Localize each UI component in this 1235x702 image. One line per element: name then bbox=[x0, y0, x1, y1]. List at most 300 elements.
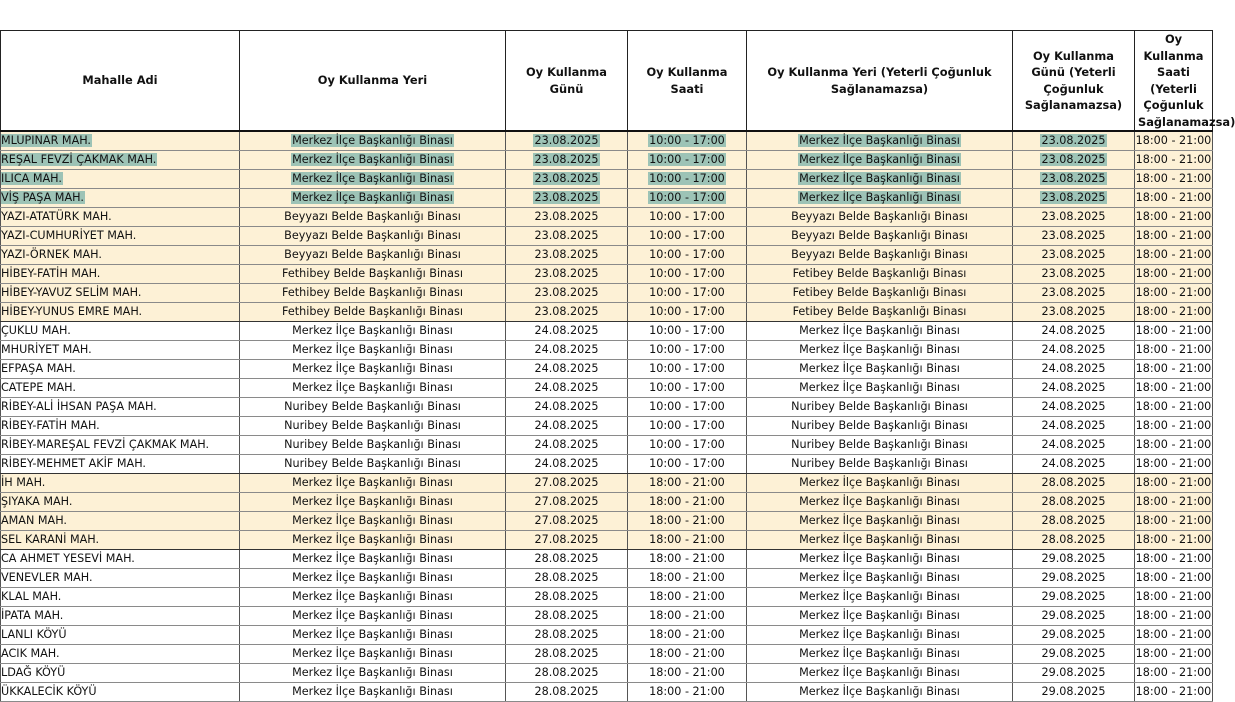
cell-voting-day-text: 23.08.2025 bbox=[534, 286, 599, 300]
cell-alt-voting-day[interactable] bbox=[1013, 417, 1135, 436]
cell-voting-day[interactable] bbox=[506, 455, 628, 474]
cell-voting-day[interactable] bbox=[506, 645, 628, 664]
cell-voting-place[interactable] bbox=[240, 531, 506, 550]
cell-voting-day[interactable] bbox=[506, 664, 628, 683]
cell-alt-voting-place[interactable] bbox=[747, 664, 1013, 683]
cell-voting-day[interactable] bbox=[506, 398, 628, 417]
cell-alt-voting-place[interactable] bbox=[747, 341, 1013, 360]
cell-alt-voting-day-text: 24.08.2025 bbox=[1041, 400, 1106, 414]
cell-alt-voting-time[interactable] bbox=[1135, 131, 1213, 151]
cell-alt-voting-time[interactable] bbox=[1135, 360, 1213, 379]
table-row bbox=[1, 131, 1213, 151]
cell-alt-voting-place-text: Merkez İlçe Başkanlığı Binası bbox=[799, 533, 960, 547]
cell-voting-day[interactable] bbox=[506, 436, 628, 455]
cell-alt-voting-time[interactable] bbox=[1135, 531, 1213, 550]
cell-alt-voting-time[interactable] bbox=[1135, 189, 1213, 208]
cell-alt-voting-time[interactable] bbox=[1135, 493, 1213, 512]
cell-neighborhood-name[interactable] bbox=[1, 208, 240, 227]
cell-voting-time[interactable] bbox=[628, 360, 747, 379]
cell-alt-voting-day[interactable] bbox=[1013, 379, 1135, 398]
cell-alt-voting-time[interactable] bbox=[1135, 436, 1213, 455]
table-row bbox=[1, 379, 1213, 398]
table-row bbox=[1, 151, 1213, 170]
cell-neighborhood-name-text: YAZI-ÖRNEK MAH. bbox=[1, 248, 102, 262]
cell-alt-voting-time-text: 18:00 - 21:00 bbox=[1135, 533, 1212, 547]
cell-voting-place[interactable] bbox=[240, 322, 506, 341]
cell-alt-voting-day[interactable] bbox=[1013, 303, 1135, 322]
table-row bbox=[1, 189, 1213, 208]
cell-voting-time-text: 18:00 - 21:00 bbox=[649, 609, 725, 623]
cell-voting-time-text: 18:00 - 21:00 bbox=[649, 552, 725, 566]
cell-alt-voting-time-text: 18:00 - 21:00 bbox=[1135, 191, 1212, 205]
cell-voting-day[interactable] bbox=[506, 683, 628, 702]
cell-voting-time[interactable] bbox=[628, 512, 747, 531]
cell-neighborhood-name[interactable] bbox=[1, 512, 240, 531]
cell-voting-day-text: 28.08.2025 bbox=[534, 552, 599, 566]
cell-voting-day[interactable] bbox=[506, 474, 628, 493]
cell-alt-voting-place[interactable] bbox=[747, 303, 1013, 322]
cell-neighborhood-name[interactable] bbox=[1, 246, 240, 265]
cell-voting-place-text: Merkez İlçe Başkanlığı Binası bbox=[292, 381, 453, 395]
header-neighborhood-name[interactable]: Mahalle Adi bbox=[1, 31, 240, 132]
cell-neighborhood-name[interactable] bbox=[1, 436, 240, 455]
cell-neighborhood-name-text: KLAL MAH. bbox=[1, 590, 62, 604]
cell-voting-place[interactable] bbox=[240, 398, 506, 417]
cell-alt-voting-place-text: Merkez İlçe Başkanlığı Binası bbox=[799, 552, 960, 566]
cell-voting-place[interactable] bbox=[240, 208, 506, 227]
cell-voting-day-text: 24.08.2025 bbox=[534, 324, 599, 338]
cell-voting-time-text: 18:00 - 21:00 bbox=[649, 666, 725, 680]
cell-alt-voting-day-text: 23.08.2025 bbox=[1041, 134, 1106, 148]
cell-alt-voting-time[interactable] bbox=[1135, 455, 1213, 474]
cell-alt-voting-place[interactable] bbox=[747, 379, 1013, 398]
cell-voting-time[interactable] bbox=[628, 531, 747, 550]
cell-neighborhood-name-text: MHURİYET MAH. bbox=[1, 343, 92, 357]
cell-alt-voting-place[interactable] bbox=[747, 322, 1013, 341]
cell-neighborhood-name[interactable] bbox=[1, 531, 240, 550]
cell-alt-voting-place[interactable] bbox=[747, 474, 1013, 493]
table-body bbox=[1, 131, 1213, 702]
cell-voting-time[interactable] bbox=[628, 170, 747, 189]
cell-voting-day[interactable] bbox=[506, 512, 628, 531]
cell-alt-voting-time[interactable] bbox=[1135, 626, 1213, 645]
cell-voting-day[interactable] bbox=[506, 493, 628, 512]
cell-alt-voting-time[interactable] bbox=[1135, 550, 1213, 569]
cell-alt-voting-time[interactable] bbox=[1135, 170, 1213, 189]
cell-voting-day[interactable] bbox=[506, 360, 628, 379]
cell-alt-voting-time[interactable] bbox=[1135, 227, 1213, 246]
cell-alt-voting-place[interactable] bbox=[747, 683, 1013, 702]
cell-voting-time[interactable] bbox=[628, 151, 747, 170]
cell-voting-time-text: 18:00 - 21:00 bbox=[649, 495, 725, 509]
cell-alt-voting-time[interactable] bbox=[1135, 607, 1213, 626]
cell-voting-time-text: 18:00 - 21:00 bbox=[649, 647, 725, 661]
cell-voting-place-text: Merkez İlçe Başkanlığı Binası bbox=[292, 495, 453, 509]
cell-alt-voting-day[interactable] bbox=[1013, 227, 1135, 246]
cell-neighborhood-name[interactable] bbox=[1, 398, 240, 417]
cell-alt-voting-day[interactable] bbox=[1013, 151, 1135, 170]
cell-neighborhood-name[interactable] bbox=[1, 569, 240, 588]
header-voting-time[interactable]: Oy Kullanma Saati bbox=[628, 31, 747, 132]
cell-alt-voting-day[interactable] bbox=[1013, 607, 1135, 626]
cell-alt-voting-time[interactable] bbox=[1135, 683, 1213, 702]
cell-voting-day[interactable] bbox=[506, 550, 628, 569]
cell-alt-voting-place[interactable] bbox=[747, 265, 1013, 284]
cell-voting-place-text: Merkez İlçe Başkanlığı Binası bbox=[292, 476, 453, 490]
cell-voting-time[interactable] bbox=[628, 683, 747, 702]
cell-voting-time-text: 10:00 - 17:00 bbox=[649, 457, 725, 471]
cell-neighborhood-name[interactable] bbox=[1, 189, 240, 208]
header-voting-day[interactable]: Oy Kullanma Günü bbox=[506, 31, 628, 132]
cell-alt-voting-time-text: 18:00 - 21:00 bbox=[1135, 229, 1212, 243]
cell-neighborhood-name[interactable] bbox=[1, 284, 240, 303]
cell-voting-place[interactable] bbox=[240, 246, 506, 265]
cell-voting-place[interactable] bbox=[240, 512, 506, 531]
cell-alt-voting-day-text: 23.08.2025 bbox=[1041, 191, 1106, 205]
cell-alt-voting-place[interactable] bbox=[747, 569, 1013, 588]
cell-alt-voting-day-text: 23.08.2025 bbox=[1041, 210, 1106, 224]
cell-alt-voting-day[interactable] bbox=[1013, 208, 1135, 227]
cell-voting-time[interactable] bbox=[628, 131, 747, 151]
cell-alt-voting-place[interactable] bbox=[747, 455, 1013, 474]
cell-voting-place[interactable] bbox=[240, 360, 506, 379]
cell-alt-voting-day[interactable] bbox=[1013, 265, 1135, 284]
cell-voting-time[interactable] bbox=[628, 303, 747, 322]
cell-alt-voting-time[interactable] bbox=[1135, 208, 1213, 227]
cell-voting-place[interactable] bbox=[240, 683, 506, 702]
cell-voting-place-text: Nuribey Belde Başkanlığı Binası bbox=[284, 438, 461, 452]
cell-voting-day-text: 23.08.2025 bbox=[534, 191, 599, 205]
voting-schedule-table bbox=[0, 30, 1235, 702]
cell-neighborhood-name-text: VİŞ PAŞA MAH. bbox=[1, 191, 84, 205]
cell-voting-time[interactable] bbox=[628, 265, 747, 284]
cell-neighborhood-name-text: CATEPE MAH. bbox=[1, 381, 76, 395]
cell-voting-day-text: 24.08.2025 bbox=[534, 343, 599, 357]
cell-alt-voting-place[interactable] bbox=[747, 531, 1013, 550]
table-row bbox=[1, 569, 1213, 588]
cell-voting-place-text: Merkez İlçe Başkanlığı Binası bbox=[292, 628, 453, 642]
cell-alt-voting-day-text: 29.08.2025 bbox=[1041, 590, 1106, 604]
cell-voting-place[interactable] bbox=[240, 436, 506, 455]
cell-voting-time[interactable] bbox=[628, 550, 747, 569]
table-row bbox=[1, 645, 1213, 664]
cell-alt-voting-place[interactable] bbox=[747, 208, 1013, 227]
cell-alt-voting-time-text: 18:00 - 21:00 bbox=[1135, 514, 1212, 528]
cell-alt-voting-place[interactable] bbox=[747, 398, 1013, 417]
cell-voting-day[interactable] bbox=[506, 265, 628, 284]
cell-voting-day[interactable] bbox=[506, 379, 628, 398]
cell-alt-voting-time[interactable] bbox=[1135, 303, 1213, 322]
cell-voting-place[interactable] bbox=[240, 284, 506, 303]
cell-alt-voting-place[interactable] bbox=[747, 512, 1013, 531]
cell-alt-voting-day-text: 29.08.2025 bbox=[1041, 685, 1106, 699]
cell-alt-voting-day[interactable] bbox=[1013, 284, 1135, 303]
cell-voting-time[interactable] bbox=[628, 645, 747, 664]
cell-alt-voting-time[interactable] bbox=[1135, 569, 1213, 588]
cell-alt-voting-place-text: Merkez İlçe Başkanlığı Binası bbox=[799, 628, 960, 642]
cell-alt-voting-time[interactable] bbox=[1135, 265, 1213, 284]
cell-alt-voting-day-text: 23.08.2025 bbox=[1041, 248, 1106, 262]
cell-voting-time[interactable] bbox=[628, 398, 747, 417]
cell-alt-voting-day[interactable] bbox=[1013, 474, 1135, 493]
cell-alt-voting-time-text: 18:00 - 21:00 bbox=[1135, 324, 1212, 338]
cell-alt-voting-day[interactable] bbox=[1013, 588, 1135, 607]
cell-voting-place[interactable] bbox=[240, 341, 506, 360]
cell-neighborhood-name[interactable] bbox=[1, 493, 240, 512]
cell-neighborhood-name-text: HİBEY-YAVUZ SELİM MAH. bbox=[1, 286, 142, 300]
cell-voting-place[interactable] bbox=[240, 265, 506, 284]
cell-voting-time[interactable] bbox=[628, 189, 747, 208]
cell-alt-voting-place[interactable] bbox=[747, 645, 1013, 664]
table-row bbox=[1, 588, 1213, 607]
cell-voting-day[interactable] bbox=[506, 417, 628, 436]
cell-alt-voting-place[interactable] bbox=[747, 246, 1013, 265]
cell-neighborhood-name[interactable] bbox=[1, 322, 240, 341]
cell-alt-voting-place[interactable] bbox=[747, 607, 1013, 626]
cell-alt-voting-place[interactable] bbox=[747, 151, 1013, 170]
table-row bbox=[1, 474, 1213, 493]
cell-alt-voting-place[interactable] bbox=[747, 436, 1013, 455]
cell-neighborhood-name[interactable] bbox=[1, 550, 240, 569]
cell-voting-time[interactable] bbox=[628, 626, 747, 645]
cell-voting-time[interactable] bbox=[628, 379, 747, 398]
cell-voting-place[interactable] bbox=[240, 664, 506, 683]
cell-voting-place[interactable] bbox=[240, 626, 506, 645]
cell-voting-day[interactable] bbox=[506, 170, 628, 189]
cell-alt-voting-place[interactable] bbox=[747, 417, 1013, 436]
cell-alt-voting-day[interactable] bbox=[1013, 322, 1135, 341]
cell-voting-time[interactable] bbox=[628, 208, 747, 227]
cell-alt-voting-day[interactable] bbox=[1013, 626, 1135, 645]
cell-voting-place[interactable] bbox=[240, 569, 506, 588]
cell-voting-place[interactable] bbox=[240, 474, 506, 493]
cell-alt-voting-day[interactable] bbox=[1013, 246, 1135, 265]
cell-alt-voting-day[interactable] bbox=[1013, 645, 1135, 664]
header-alt-voting-time[interactable]: Oy Kullanma Saati (Yeterli Çoğunluk Sağlanamazsa) bbox=[1135, 31, 1213, 132]
cell-neighborhood-name[interactable] bbox=[1, 455, 240, 474]
cell-voting-time[interactable] bbox=[628, 246, 747, 265]
cell-alt-voting-day[interactable] bbox=[1013, 131, 1135, 151]
cell-alt-voting-place-text: Merkez İlçe Başkanlığı Binası bbox=[799, 666, 960, 680]
cell-alt-voting-time[interactable] bbox=[1135, 645, 1213, 664]
cell-alt-voting-day[interactable] bbox=[1013, 531, 1135, 550]
cell-alt-voting-place[interactable] bbox=[747, 493, 1013, 512]
cell-alt-voting-place[interactable] bbox=[747, 227, 1013, 246]
cell-voting-place[interactable] bbox=[240, 189, 506, 208]
cell-alt-voting-time[interactable] bbox=[1135, 341, 1213, 360]
header-alt-voting-day[interactable]: Oy Kullanma Günü (Yeterli Çoğunluk Sağlanamazsa) bbox=[1013, 31, 1135, 132]
cell-voting-place[interactable] bbox=[240, 151, 506, 170]
cell-alt-voting-day[interactable] bbox=[1013, 398, 1135, 417]
cell-alt-voting-place[interactable] bbox=[747, 131, 1013, 151]
cell-alt-voting-place-text: Beyyazı Belde Başkanlığı Binası bbox=[791, 210, 968, 224]
cell-alt-voting-day[interactable] bbox=[1013, 436, 1135, 455]
table-row bbox=[1, 303, 1213, 322]
cell-voting-day[interactable] bbox=[506, 131, 628, 151]
cell-voting-day[interactable] bbox=[506, 607, 628, 626]
cell-voting-day[interactable] bbox=[506, 284, 628, 303]
cell-voting-day-text: 28.08.2025 bbox=[534, 590, 599, 604]
cell-alt-voting-day-text: 23.08.2025 bbox=[1041, 229, 1106, 243]
cell-voting-day[interactable] bbox=[506, 303, 628, 322]
cell-neighborhood-name[interactable] bbox=[1, 474, 240, 493]
cell-neighborhood-name[interactable] bbox=[1, 170, 240, 189]
cell-voting-time-text: 10:00 - 17:00 bbox=[649, 305, 725, 319]
cell-neighborhood-name[interactable] bbox=[1, 227, 240, 246]
cell-voting-time[interactable] bbox=[628, 588, 747, 607]
cell-voting-time[interactable] bbox=[628, 664, 747, 683]
cell-alt-voting-time-text: 18:00 - 21:00 bbox=[1135, 552, 1212, 566]
cell-alt-voting-day-text: 28.08.2025 bbox=[1041, 514, 1106, 528]
cell-voting-day[interactable] bbox=[506, 626, 628, 645]
cell-alt-voting-day-text: 23.08.2025 bbox=[1041, 153, 1106, 167]
cell-alt-voting-place[interactable] bbox=[747, 550, 1013, 569]
table-row bbox=[1, 512, 1213, 531]
cell-voting-place[interactable] bbox=[240, 455, 506, 474]
cell-voting-place[interactable] bbox=[240, 607, 506, 626]
cell-voting-day[interactable] bbox=[506, 246, 628, 265]
cell-voting-place[interactable] bbox=[240, 303, 506, 322]
cell-alt-voting-place-text: Merkez İlçe Başkanlığı Binası bbox=[799, 381, 960, 395]
cell-alt-voting-day[interactable] bbox=[1013, 170, 1135, 189]
cell-voting-time[interactable] bbox=[628, 322, 747, 341]
cell-neighborhood-name[interactable] bbox=[1, 265, 240, 284]
cell-neighborhood-name[interactable] bbox=[1, 417, 240, 436]
cell-alt-voting-place[interactable] bbox=[747, 588, 1013, 607]
cell-neighborhood-name-text: MLUPINAR MAH. bbox=[1, 134, 91, 148]
cell-voting-place[interactable] bbox=[240, 227, 506, 246]
cell-neighborhood-name[interactable] bbox=[1, 664, 240, 683]
cell-voting-time[interactable] bbox=[628, 436, 747, 455]
cell-neighborhood-name[interactable] bbox=[1, 645, 240, 664]
cell-neighborhood-name[interactable] bbox=[1, 626, 240, 645]
cell-voting-place[interactable] bbox=[240, 417, 506, 436]
cell-voting-time-text: 10:00 - 17:00 bbox=[649, 191, 725, 205]
cell-voting-time[interactable] bbox=[628, 417, 747, 436]
cell-alt-voting-place[interactable] bbox=[747, 284, 1013, 303]
cell-voting-time[interactable] bbox=[628, 607, 747, 626]
cell-neighborhood-name-text: AMAN MAH. bbox=[1, 514, 67, 528]
cell-neighborhood-name[interactable] bbox=[1, 588, 240, 607]
cell-alt-voting-time-text: 18:00 - 21:00 bbox=[1135, 666, 1212, 680]
cell-alt-voting-time[interactable] bbox=[1135, 322, 1213, 341]
cell-alt-voting-day[interactable] bbox=[1013, 664, 1135, 683]
cell-alt-voting-time[interactable] bbox=[1135, 474, 1213, 493]
cell-voting-place[interactable] bbox=[240, 645, 506, 664]
cell-voting-place[interactable] bbox=[240, 550, 506, 569]
cell-alt-voting-time-text: 18:00 - 21:00 bbox=[1135, 571, 1212, 585]
cell-alt-voting-time[interactable] bbox=[1135, 379, 1213, 398]
cell-alt-voting-day[interactable] bbox=[1013, 550, 1135, 569]
cell-voting-place-text: Merkez İlçe Başkanlığı Binası bbox=[292, 609, 453, 623]
cell-neighborhood-name[interactable] bbox=[1, 379, 240, 398]
cell-alt-voting-place-text: Nuribey Belde Başkanlığı Binası bbox=[791, 438, 968, 452]
cell-alt-voting-time[interactable] bbox=[1135, 588, 1213, 607]
cell-voting-place[interactable] bbox=[240, 170, 506, 189]
cell-neighborhood-name-text: İH MAH. bbox=[1, 476, 46, 490]
table-row bbox=[1, 360, 1213, 379]
header-row bbox=[1, 31, 1213, 132]
cell-neighborhood-name[interactable] bbox=[1, 360, 240, 379]
cell-alt-voting-time[interactable] bbox=[1135, 246, 1213, 265]
cell-voting-time[interactable] bbox=[628, 284, 747, 303]
cell-voting-day[interactable] bbox=[506, 208, 628, 227]
cell-voting-place-text: Nuribey Belde Başkanlığı Binası bbox=[284, 400, 461, 414]
cell-voting-day[interactable] bbox=[506, 227, 628, 246]
cell-alt-voting-place-text: Fetibey Belde Başkanlığı Binası bbox=[792, 286, 967, 300]
cell-voting-day-text: 23.08.2025 bbox=[534, 210, 599, 224]
cell-alt-voting-day[interactable] bbox=[1013, 341, 1135, 360]
cell-voting-place[interactable] bbox=[240, 131, 506, 151]
cell-neighborhood-name[interactable] bbox=[1, 607, 240, 626]
cell-voting-day[interactable] bbox=[506, 569, 628, 588]
cell-alt-voting-day[interactable] bbox=[1013, 493, 1135, 512]
cell-neighborhood-name[interactable] bbox=[1, 341, 240, 360]
cell-alt-voting-time[interactable] bbox=[1135, 398, 1213, 417]
cell-alt-voting-place[interactable] bbox=[747, 170, 1013, 189]
cell-alt-voting-time[interactable] bbox=[1135, 284, 1213, 303]
cell-voting-time-text: 18:00 - 21:00 bbox=[649, 476, 725, 490]
cell-voting-day[interactable] bbox=[506, 151, 628, 170]
cell-alt-voting-time[interactable] bbox=[1135, 664, 1213, 683]
cell-voting-day[interactable] bbox=[506, 588, 628, 607]
cell-alt-voting-time[interactable] bbox=[1135, 417, 1213, 436]
cell-voting-time-text: 10:00 - 17:00 bbox=[649, 172, 725, 186]
cell-voting-time[interactable] bbox=[628, 341, 747, 360]
cell-alt-voting-place-text: Merkez İlçe Başkanlığı Binası bbox=[799, 514, 960, 528]
cell-voting-place[interactable] bbox=[240, 588, 506, 607]
cell-alt-voting-day[interactable] bbox=[1013, 569, 1135, 588]
cell-voting-place[interactable] bbox=[240, 493, 506, 512]
table-row bbox=[1, 531, 1213, 550]
table-row bbox=[1, 607, 1213, 626]
cell-alt-voting-day[interactable] bbox=[1013, 683, 1135, 702]
cell-alt-voting-day[interactable] bbox=[1013, 360, 1135, 379]
cell-voting-place[interactable] bbox=[240, 379, 506, 398]
cell-alt-voting-place[interactable] bbox=[747, 189, 1013, 208]
cell-neighborhood-name[interactable] bbox=[1, 303, 240, 322]
cell-voting-time[interactable] bbox=[628, 474, 747, 493]
table-row bbox=[1, 664, 1213, 683]
cell-neighborhood-name-text: YAZI-CUMHURİYET MAH. bbox=[1, 229, 137, 243]
cell-voting-time[interactable] bbox=[628, 455, 747, 474]
cell-alt-voting-place[interactable] bbox=[747, 626, 1013, 645]
cell-voting-place-text: Merkez İlçe Başkanlığı Binası bbox=[292, 590, 453, 604]
cell-voting-place-text: Merkez İlçe Başkanlığı Binası bbox=[292, 324, 453, 338]
cell-voting-day[interactable] bbox=[506, 189, 628, 208]
header-alt-voting-place[interactable]: Oy Kullanma Yeri (Yeterli Çoğunluk Sağlanamazsa) bbox=[747, 31, 1013, 132]
cell-voting-time[interactable] bbox=[628, 493, 747, 512]
cell-alt-voting-place[interactable] bbox=[747, 360, 1013, 379]
header-voting-place[interactable]: Oy Kullanma Yeri bbox=[240, 31, 506, 132]
cell-neighborhood-name-text: HİBEY-YUNUS EMRE MAH. bbox=[1, 305, 143, 319]
cell-voting-day[interactable] bbox=[506, 341, 628, 360]
cell-neighborhood-name-text: ACIK MAH. bbox=[1, 647, 60, 661]
cell-alt-voting-time[interactable] bbox=[1135, 151, 1213, 170]
cell-voting-time[interactable] bbox=[628, 227, 747, 246]
cell-neighborhood-name[interactable] bbox=[1, 683, 240, 702]
cell-voting-day[interactable] bbox=[506, 531, 628, 550]
cell-voting-time[interactable] bbox=[628, 569, 747, 588]
cell-alt-voting-day[interactable] bbox=[1013, 512, 1135, 531]
cell-neighborhood-name[interactable] bbox=[1, 131, 240, 151]
cell-alt-voting-day[interactable] bbox=[1013, 455, 1135, 474]
cell-alt-voting-time[interactable] bbox=[1135, 512, 1213, 531]
cell-alt-voting-day[interactable] bbox=[1013, 189, 1135, 208]
cell-neighborhood-name[interactable] bbox=[1, 151, 240, 170]
cell-voting-day[interactable] bbox=[506, 322, 628, 341]
cell-voting-place-text: Fethibey Belde Başkanlığı Binası bbox=[282, 286, 463, 300]
